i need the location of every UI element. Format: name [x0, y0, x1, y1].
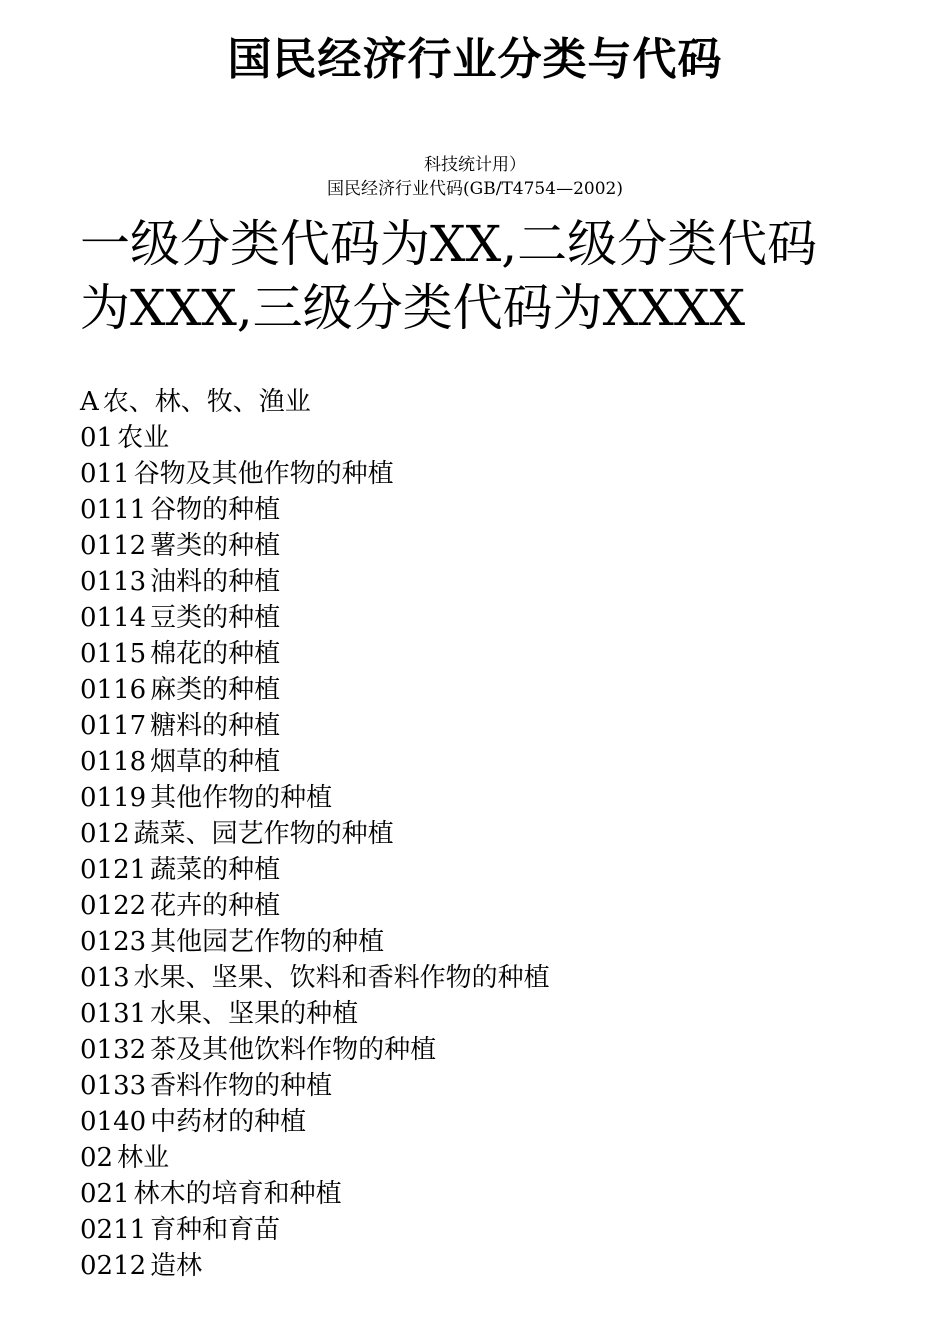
- industry-code-entry: [80, 384, 550, 420]
- industry-code-entry: [80, 744, 550, 780]
- industry-code: 0212: [80, 1251, 147, 1281]
- industry-code: 0113: [80, 567, 147, 597]
- industry-code: 02: [80, 1143, 114, 1173]
- industry-code: 0119: [80, 783, 147, 813]
- industry-name: 育种和育苗: [150, 1215, 281, 1245]
- industry-name: 水果、坚果、饮料和香料作物的种植: [133, 963, 550, 993]
- industry-code-entry: [80, 1176, 550, 1212]
- industry-code: 0211: [80, 1215, 147, 1245]
- industry-code: 0123: [80, 927, 147, 957]
- industry-code-entry: [80, 564, 550, 600]
- industry-code-entry: [80, 888, 550, 924]
- industry-code-entry: [80, 996, 550, 1032]
- industry-code-entry: [80, 780, 550, 816]
- industry-code-entry: [80, 924, 550, 960]
- industry-code: 0122: [80, 891, 147, 921]
- industry-name: 林业: [117, 1143, 170, 1173]
- industry-name: 香料作物的种植: [150, 1071, 333, 1101]
- industry-name: 其他作物的种植: [150, 783, 333, 813]
- industry-name: 谷物的种植: [150, 495, 281, 525]
- industry-name: 糖料的种植: [150, 711, 281, 741]
- document-title: 国民经济行业分类与代码: [227, 34, 723, 85]
- industry-code: 0132: [80, 1035, 147, 1065]
- industry-name: 造林: [150, 1251, 203, 1281]
- industry-name: 其他园艺作物的种植: [150, 927, 385, 957]
- industry-code-entry: [80, 672, 550, 708]
- industry-code-entry: [80, 600, 550, 636]
- code-format-heading-line-2: 为XXX,三级分类代码为XXXX: [80, 279, 746, 337]
- industry-code-entry: [80, 708, 550, 744]
- industry-code-entry: [80, 1068, 550, 1104]
- code-format-heading-line-1: 一级分类代码为XX,二级分类代码: [80, 215, 818, 273]
- industry-name: 油料的种植: [150, 567, 281, 597]
- industry-code: 0116: [80, 675, 147, 705]
- industry-code: 0140: [80, 1107, 147, 1137]
- industry-code: 0112: [80, 531, 147, 561]
- industry-code: 0114: [80, 603, 147, 633]
- industry-code-entry: [80, 852, 550, 888]
- industry-name: 麻类的种植: [150, 675, 281, 705]
- industry-code-entry: [80, 1140, 550, 1176]
- industry-name: 豆类的种植: [150, 603, 281, 633]
- industry-code-list: [80, 384, 550, 1284]
- industry-code: 0118: [80, 747, 147, 777]
- industry-code-entry: [80, 1212, 550, 1248]
- industry-code-entry: [80, 420, 550, 456]
- code-format-heading: [80, 212, 880, 340]
- industry-code-entry: [80, 492, 550, 528]
- industry-name: 薯类的种植: [150, 531, 281, 561]
- industry-code: 011: [80, 459, 130, 489]
- industry-code-entry: [80, 456, 550, 492]
- industry-code: 0133: [80, 1071, 147, 1101]
- industry-code-entry: [80, 1104, 550, 1140]
- industry-code-entry: [80, 1032, 550, 1068]
- industry-name: 茶及其他饮料作物的种植: [150, 1035, 437, 1065]
- industry-name: 林木的培育和种植: [133, 1179, 342, 1209]
- industry-code: 013: [80, 963, 130, 993]
- industry-name: 谷物及其他作物的种植: [133, 459, 394, 489]
- industry-code: 0121: [80, 855, 147, 885]
- industry-name: 农、林、牧、渔业: [102, 387, 311, 417]
- industry-code-entry: [80, 960, 550, 996]
- industry-name: 水果、坚果的种植: [150, 999, 359, 1029]
- industry-name: 蔬菜、园艺作物的种植: [133, 819, 394, 849]
- industry-name: 中药材的种植: [150, 1107, 307, 1137]
- industry-code: 0117: [80, 711, 147, 741]
- industry-name: 烟草的种植: [150, 747, 281, 777]
- industry-code: 012: [80, 819, 130, 849]
- industry-code: 01: [80, 423, 114, 453]
- industry-name: 蔬菜的种植: [150, 855, 281, 885]
- industry-code: 0111: [80, 495, 147, 525]
- industry-code-entry: [80, 816, 550, 852]
- subtitle-standard-code: 国民经济行业代码(GB/T4754—2002): [327, 179, 623, 199]
- industry-code: A: [80, 387, 99, 417]
- industry-name: 农业: [117, 423, 170, 453]
- industry-code: 021: [80, 1179, 130, 1209]
- industry-code-entry: [80, 636, 550, 672]
- industry-code: 0115: [80, 639, 147, 669]
- industry-code: 0131: [80, 999, 147, 1029]
- industry-code-entry: [80, 528, 550, 564]
- industry-name: 花卉的种植: [150, 891, 281, 921]
- subtitle-usage-note: 科技统计用）: [424, 155, 526, 175]
- industry-name: 棉花的种植: [150, 639, 281, 669]
- industry-code-entry: [80, 1248, 550, 1284]
